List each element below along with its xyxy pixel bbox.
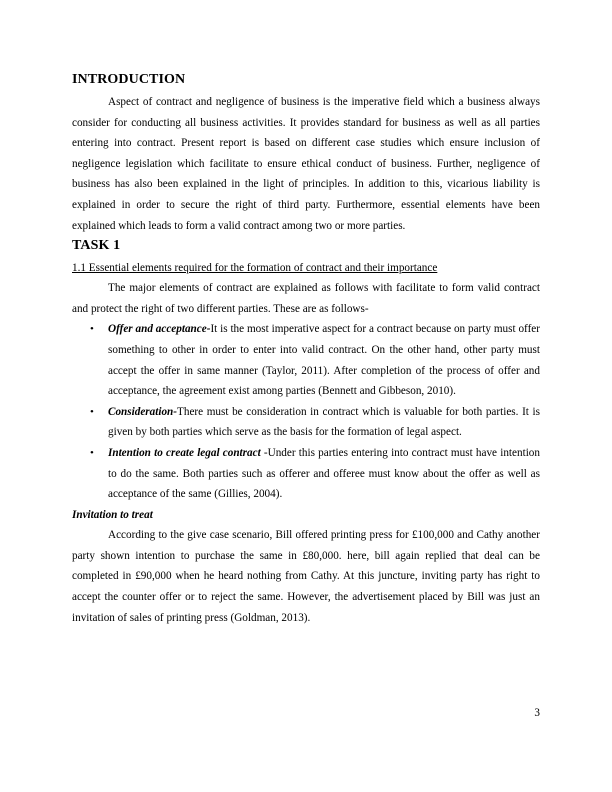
elements-bullet-list bbox=[72, 319, 540, 504]
invitation-heading: Invitation to treat bbox=[72, 508, 153, 521]
bullet-icon: • bbox=[90, 323, 94, 336]
bullet-text: -Under this parties entering into contract must have intention to do the same. Both parties such as offerer and offeree must know about the offer as well as acceptance of the same (Gillies, 2004). bbox=[108, 446, 540, 501]
task1-heading: TASK 1 bbox=[72, 238, 121, 254]
bullet-item-intention bbox=[90, 443, 540, 505]
bullet-item-consideration bbox=[90, 402, 540, 443]
bullet-item-offer-acceptance bbox=[90, 319, 540, 401]
introduction-paragraph: Aspect of contract and negligence of business is the imperative field which a business always consider for conducting all business activities. It provides standard for business as well as all parties entering into contract. Present report is based on different case studies which ensure inclusion of negligence legislation which facilitate to ensure ethical conduct of business. Further, negligence of business has also been explained in the light of principles. In addition to this, vicarious liability is explained in order to secure the right of third party. Furthermore, essential elements have been explained which leads to form a valid contract among two or more parties. bbox=[72, 96, 540, 232]
bullet-term: Consideration- bbox=[108, 405, 178, 418]
bullet-icon: • bbox=[90, 446, 94, 459]
bullet-text: There must be consideration in contract which is valuable for both parties. It is given by both parties which serve as the basis for the formation of legal aspect. bbox=[108, 405, 540, 439]
bullet-text: It is the most imperative aspect for a contract because on party must offer something to other in order to enter into valid contract. On the other hand, other party must accept the offer in same manner (Taylor, 2011). After completion of the process of offer and acceptance, the agreement exist among parties (Bennett and Gibbeson, 2010). bbox=[108, 323, 540, 398]
bullet-term: Intention to create legal contract bbox=[108, 446, 261, 459]
task1-subheading: 1.1 Essential elements required for the formation of contract and their importance bbox=[72, 262, 438, 275]
introduction-heading: INTRODUCTION bbox=[72, 72, 186, 87]
page-number: 3 bbox=[534, 707, 540, 719]
bullet-term: Offer and acceptance- bbox=[108, 323, 211, 336]
page-content bbox=[72, 70, 540, 628]
invitation-paragraph: According to the give case scenario, Bill offered printing press for £100,000 and Cathy another party shown intention to purchase the same in £80,000. here, bill again replied that deal can be completed in £90,000 when he heard nothing from Cathy. At this juncture, inviting party has right to accept the counter offer or to reject the same. However, the advertisement placed by Bill was just an invitation of sales of printing press (Goldman, 2013). bbox=[72, 529, 540, 624]
bullet-icon: • bbox=[90, 405, 94, 418]
task1-intro-paragraph: The major elements of contract are explained as follows with facilitate to form valid contract and protect the right of two different parties. These are as follows- bbox=[72, 282, 540, 315]
